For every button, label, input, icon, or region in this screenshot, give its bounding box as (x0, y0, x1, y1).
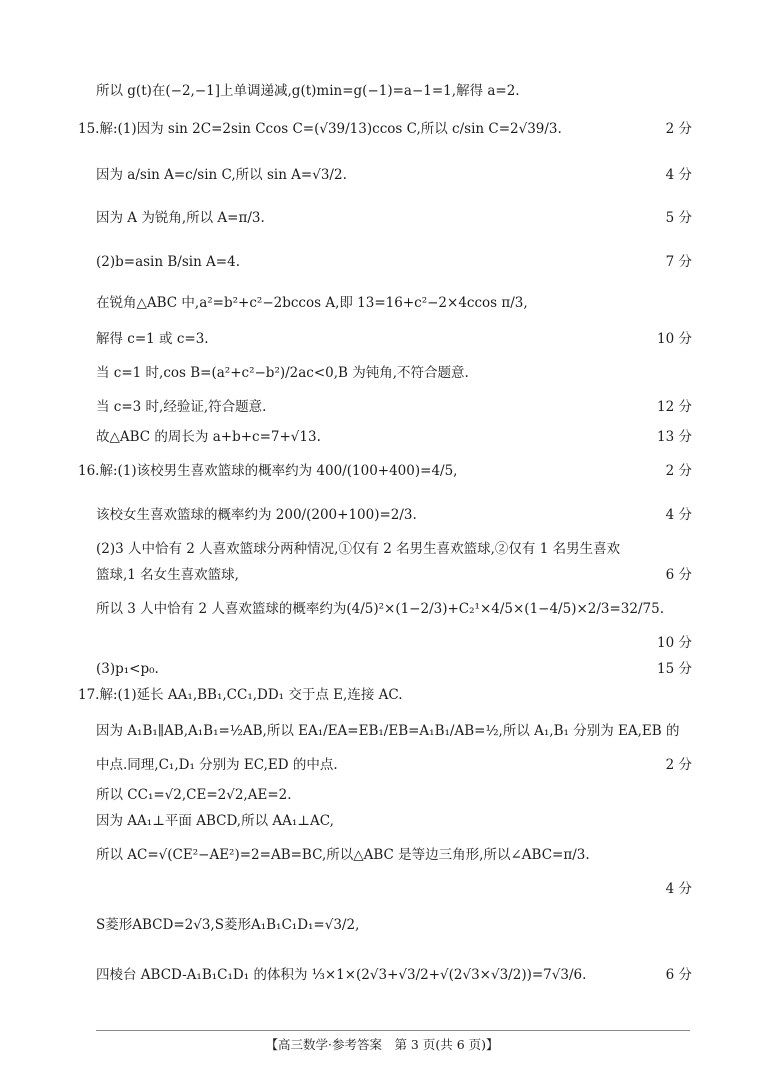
text-line: 17.解:(1)延长 AA₁,BB₁,CC₁,DD₁ 交于点 E,连接 AC. (78, 687, 403, 703)
score-label: 10 分 (657, 635, 692, 651)
text-line: 16.解:(1)该校男生喜欢篮球的概率约为 400/(100+400)=4/5, (78, 463, 458, 479)
text-line: (2)3 人中恰有 2 人喜欢篮球分两种情况,①仅有 2 名男生喜欢篮球,②仅有 1 名男生喜欢 (96, 541, 621, 557)
text-line: 解得 c=1 或 c=3. (96, 331, 209, 347)
text-line: (3)p₁<p₀. (96, 661, 159, 677)
score-label: 5 分 (665, 210, 692, 226)
score-label: 2 分 (665, 463, 692, 479)
text-line: 该校女生喜欢篮球的概率约为 200/(200+100)=2/3. (96, 507, 417, 523)
score-label: 15 分 (657, 661, 692, 677)
score-label: 2 分 (665, 121, 692, 137)
score-label: 4 分 (665, 881, 692, 897)
text-line: 故△ABC 的周长为 a+b+c=7+√13. (96, 429, 321, 445)
text-line: 当 c=3 时,经验证,符合题意. (96, 399, 267, 415)
text-line: 15.解:(1)因为 sin 2C=2sin Ccos C=(√39/13)ccos C,所以 c/sin C=2√39/3. (78, 121, 562, 137)
text-line: 因为 A 为锐角,所以 A=π/3. (96, 210, 265, 226)
text-line: 因为 A₁B₁∥AB,A₁B₁=½AB,所以 EA₁/EA=EB₁/EB=A₁B₁/AB=½,所以 A₁,B₁ 分别为 EA,EB 的 (96, 723, 680, 739)
text-line: (2)b=asin B/sin A=4. (96, 254, 240, 270)
score-label: 2 分 (665, 757, 692, 773)
text-line: 因为 AA₁⊥平面 ABCD,所以 AA₁⊥AC, (96, 813, 334, 829)
score-label: 4 分 (665, 167, 692, 183)
score-label: 4 分 (665, 507, 692, 523)
text-line: 中点.同理,C₁,D₁ 分别为 EC,ED 的中点. (96, 757, 338, 773)
score-label: 10 分 (657, 331, 692, 347)
score-label: 6 分 (665, 567, 692, 583)
score-label: 12 分 (657, 399, 692, 415)
text-line: 在锐角△ABC 中,a²=b²+c²−2bccos A,即 13=16+c²−2×4ccos π/3, (96, 295, 528, 311)
score-label: 13 分 (657, 429, 692, 445)
text-line: 因为 a/sin A=c/sin C,所以 sin A=√3/2. (96, 167, 347, 183)
text-line: 篮球,1 名女生喜欢篮球, (96, 567, 239, 583)
text-line: 所以 g(t)在(−2,−1]上单调递减,g(t)min=g(−1)=a−1=1,解得 a=2. (96, 83, 520, 99)
text-line: 所以 CC₁=√2,CE=2√2,AE=2. (96, 787, 292, 803)
text-line: 所以 3 人中恰有 2 人喜欢篮球的概率约为(4/5)²×(1−2/3)+C₂¹×4/5×(1−4/5)×2/3=32/75. (96, 601, 665, 617)
footer-divider (96, 1030, 690, 1031)
score-label: 7 分 (665, 254, 692, 270)
text-line: S菱形ABCD=2√3,S菱形A₁B₁C₁D₁=√3/2, (96, 917, 360, 933)
text-line: 所以 AC=√(CE²−AE²)=2=AB=BC,所以△ABC 是等边三角形,所以∠ABC=π/3. (96, 847, 590, 863)
score-label: 6 分 (665, 967, 692, 983)
text-line: 四棱台 ABCD-A₁B₁C₁D₁ 的体积为 ⅓×1×(2√3+√3/2+√(2√3×√3/2))=7√3/6. (96, 967, 587, 983)
page-footer: 【高三数学·参考答案 第 3 页(共 6 页)】 (265, 1037, 499, 1052)
text-line: 当 c=1 时,cos B=(a²+c²−b²)/2ac<0,B 为钝角,不符合题意. (96, 365, 469, 381)
